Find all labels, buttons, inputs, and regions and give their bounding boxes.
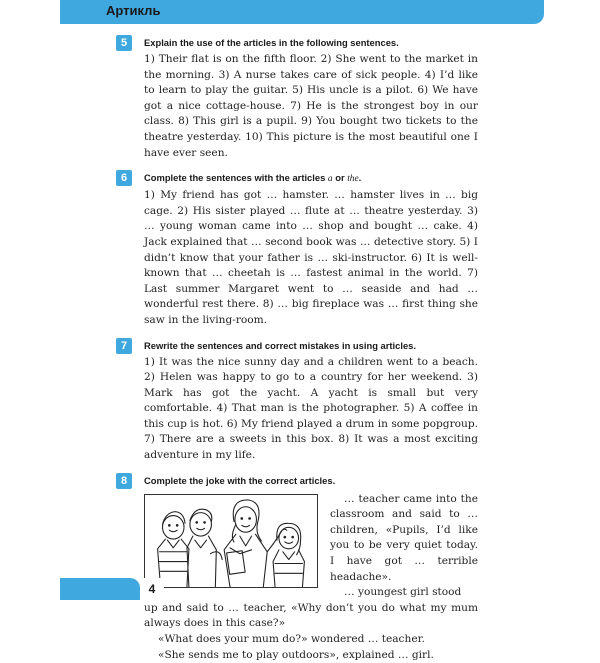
joke-paragraph-4: «She sends me to play outdoors», explained … girl. [158, 648, 434, 661]
joke-paragraph-2-start: … youngest girl stood [344, 586, 462, 599]
exercise-7-paragraph: 1) It was the nice sunny day and a children went to a beach. 2) Helen was happy to go to a country for her weekend. 3) Mark has got the yacht. A yacht is small but very comfortable. 4) That man is the photographer. 5) A coffee in this cup is hot. 6) My friend played a drum in some popgroup. 7) There are a sweets in this box. 8) It was a most exciting adventure in my life. [144, 355, 478, 462]
page-content [118, 30, 478, 663]
exercise-6 [118, 169, 478, 328]
exercise-8-instruction: Complete the joke with the correct articles. [144, 474, 336, 486]
instr-6-a: a [327, 174, 333, 185]
joke [144, 492, 478, 663]
joke-full-width [144, 601, 478, 663]
exercise-number-6: 6 [116, 170, 132, 186]
exercise-number-7: 7 [116, 338, 132, 354]
teacher-with-children-illustration [144, 494, 318, 588]
exercise-6-paragraph: 1) My friend has got … hamster. … hamster lives in … big cage. 2) His sister played … flute at … theatre yesterday. 3) … young woman came into … shop and bought … cake. 4) Jack explained that … second book was … detective story. 5) I didn’t know that your father is … ski-instructor. 6) It is well-known that … cheetah is … fastest animal in the world. 7) Last summer Margaret went to … seaside and had … wonderful rest there. 8) … big fireplace was … first thing she saw in the living-room. [144, 189, 478, 326]
exercise-7 [118, 337, 478, 464]
exercise-6-instruction [144, 169, 478, 186]
exercise-5-text [144, 52, 478, 161]
exercise-5-instruction: Explain the use of the articles in the following sentences. [144, 37, 399, 48]
instr-6-or: or [332, 172, 348, 184]
illustration-drawing [145, 495, 317, 587]
exercise-5-paragraph: 1) Their flat is on the fifth floor. 2) She went to the market in the morning. 3) A nurse takes care of sick people. 4) I’d like to learn to play the guitar. 5) His uncle is a pilot. 6) We have got a nice cottage-house. 7) He is the strongest boy in our class. 8) This girl is a pupil. 9) You bought two tickets to the theatre yesterday. 10) This picture is the most beautiful one I have ever seen. [144, 53, 478, 159]
joke-right-column [330, 492, 478, 601]
exercise-7-instruction: Rewrite the sentences and correct mistakes in using articles. [144, 339, 416, 351]
joke-paragraph-1: … teacher came into the classroom and said to … children, «Pupils, I’d like you to be very quiet today. I have got … terrible headache». [330, 492, 478, 583]
instr-6-pre: Complete the sentences with the articles [144, 172, 328, 184]
exercise-7-text [144, 355, 478, 464]
exercise-number-5: 5 [116, 35, 132, 51]
instr-6-the: the [347, 174, 359, 185]
joke-paragraph-3: «What does your mum do?» wondered … teacher. [158, 633, 425, 645]
exercise-6-text [144, 188, 478, 328]
footer-bar [60, 578, 140, 600]
exercise-5 [118, 34, 478, 161]
instr-6-end: . [358, 172, 362, 184]
exercise-number-8: 8 [116, 473, 132, 489]
exercise-8 [118, 472, 478, 663]
page-title: Артикль [106, 3, 161, 18]
joke-paragraph-2-cont: up and said to … teacher, «Why don’t you do what my mum always does in this case?» [144, 601, 478, 630]
page-number: 4 [140, 578, 164, 600]
